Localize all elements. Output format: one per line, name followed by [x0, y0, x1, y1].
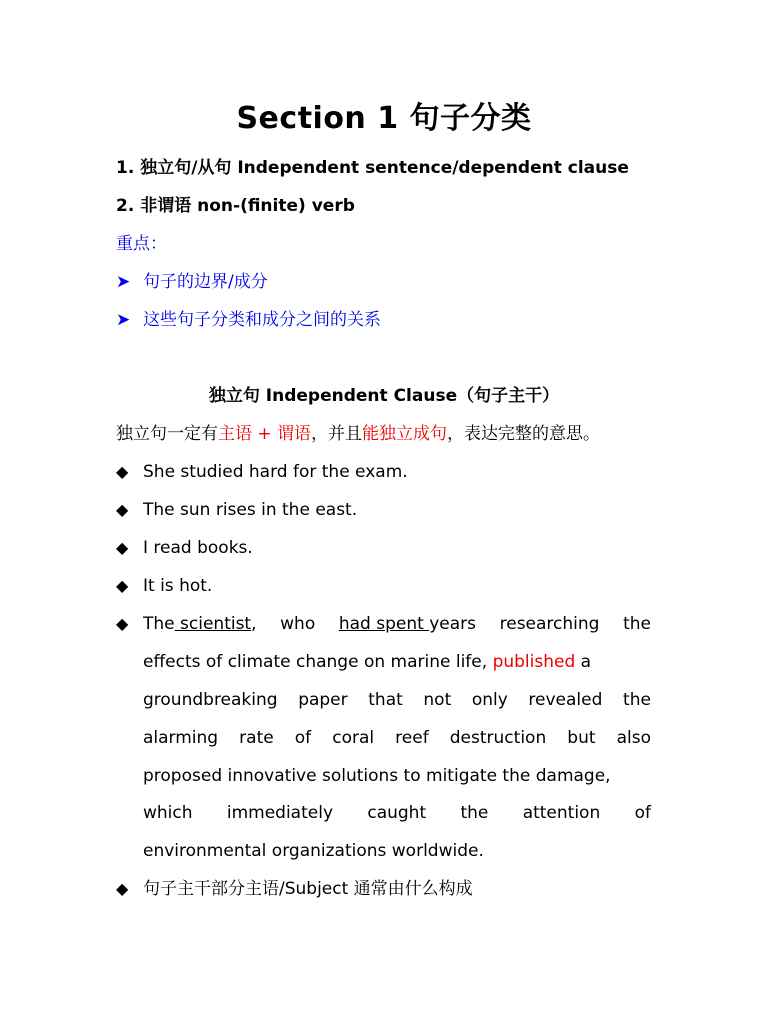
example-sentence: It is hot. [143, 576, 213, 596]
section-heading: 独立句 Independent Clause（句子主干） [208, 386, 560, 406]
long-example-line-5: proposed innovative solutions to mitigate the damage, [143, 766, 611, 786]
list-item-2: 2. 非谓语 non-(finite) verb [116, 196, 355, 216]
definition-part-3: ，并且 [311, 424, 363, 444]
definition-part-1: 独立句一定有 [116, 424, 218, 444]
long-example-word: The scientist, [143, 614, 257, 634]
definition-highlight-subject-verb: 主语 + 谓语 [218, 424, 312, 444]
long-example-word: the [623, 614, 651, 634]
long-example-line-2: effects of climate change on marine life, published a [143, 652, 592, 672]
long-example-word: had spent years [338, 614, 476, 634]
diamond-bullet-icon: ◆ [116, 462, 129, 481]
diamond-bullet-icon: ◆ [116, 576, 129, 595]
notes-label: 重点： [116, 234, 167, 254]
definition-part-5: ，表达完整的意思。 [447, 424, 601, 444]
example-sentence: I read books. [143, 538, 253, 558]
underlined-verb: had spent [338, 614, 430, 634]
long-example-word: researching [499, 614, 600, 634]
diamond-bullet-icon: ◆ [116, 538, 129, 557]
diamond-bullet-icon: ◆ [116, 879, 129, 898]
arrow-bullet-icon: ➤ [116, 310, 131, 330]
diamond-bullet-icon: ◆ [116, 614, 129, 633]
notes-point-1: 句子的边界/成分 [143, 272, 268, 292]
long-example-word: who [280, 614, 316, 634]
notes-point-2: 这些句子分类和成分之间的关系 [143, 310, 381, 330]
highlighted-main-verb: published [492, 652, 576, 672]
underlined-subject: scientist [174, 614, 252, 634]
long-example-line-3: groundbreaking paper that not only revealed the [143, 690, 651, 710]
arrow-bullet-icon: ➤ [116, 272, 131, 292]
diamond-bullet-icon: ◆ [116, 500, 129, 519]
long-example-line-7: environmental organizations worldwide. [143, 841, 484, 861]
definition-line [116, 422, 600, 446]
long-example-line-4: alarming rate of coral reef destruction but also [143, 728, 651, 748]
example-sentence: She studied hard for the exam. [143, 462, 408, 482]
list-item-1: 1. 独立句/从句 Independent sentence/dependent clause [116, 158, 629, 178]
definition-highlight-independent: 能独立成句 [362, 424, 448, 444]
long-example-line-6: which immediately caught the attention of [143, 803, 651, 823]
example-sentence: The sun rises in the east. [143, 500, 358, 520]
page-title: Section 1 句子分类 [236, 101, 532, 136]
subject-composition-note: 句子主干部分主语/Subject 通常由什么构成 [143, 879, 473, 899]
long-example-line-1 [143, 612, 651, 636]
